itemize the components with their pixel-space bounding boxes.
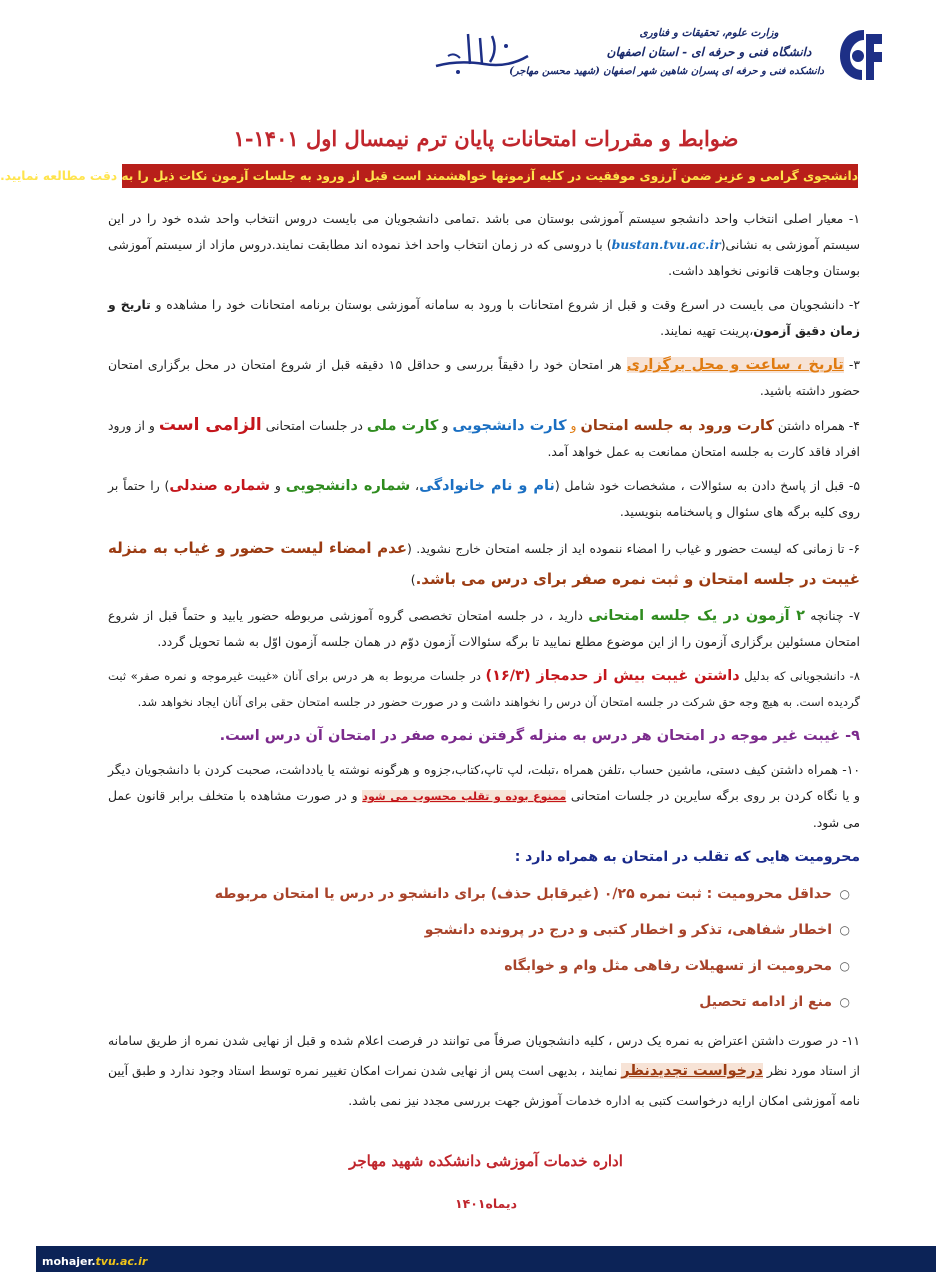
rule-11: ۱۱- در صورت داشتن اعتراض به نمره یک درس ، کلیه دانشجویان صرفاً می توانند در فرصت اعلام شده و قبل از نهایی شدن نمره از طریق سامانه از استاد مورد نظر درخواست تجدیدنظر نمایند ، بدیهی است پس از نهایی شدن نمرات امکان تغییر نمره توسط استاد وجود ندارد و طبق آیین نامه آموزشی امکان ارایه درخواست کتبی به اداره خدمات آموزش جهت بررسی مجدد نیز نمی باشد. [108,1033,860,1108]
rule-5: ۵- قبل از پاسخ دادن به سئوالات ، مشخصات خود شامل (نام و نام خانوادگی، شماره دانشجویی و شماره صندلی) را حتماً بر روی کلیه برگه های سئوال و پاسخنامه بنویسید. [108,478,860,519]
university-name: دانشگاه فنی و حرفه ای - استان اصفهان [606,45,812,59]
list-item: ○ اخطار شفاهی، تذکر و اخطار کتبی و درج در پرونده دانشجو [108,912,860,948]
rule-3: ۳- تاریخ ، ساعت و محل برگزاری هر امتحان خود را دقیقاً بررسی و حداقل ۱۵ دقیقه قبل از شروع امتحان در محل برگزاری امتحان حضور داشته باشید. [108,357,861,398]
rule-10: ۱۰- همراه داشتن کیف دستی، ماشین حساب ،تلفن همراه ،تبلت، لپ تاپ،کتاب،جزوه و هرگونه نوشته یا یادداشت، صحبت کردن با دانشجویان دیگر و یا نگاه کردن بر روی برگه سایرین در جلسات امتحانی ممنوع بوده و تقلب محسوب می شود و در صورت مشاهده با متخلف برابر قانون عمل می شود. [108,762,860,830]
bustan-link[interactable]: bustan.tvu.ac.ir [611,237,721,252]
rule-8: ۸- دانشجویانی که بدلیل داشتن غیبت بیش از حدمجاز (۱۶/۳) در جلسات مربوط به هر درس برای آنان «غیبت غیرموجه و نمره صفر» ثبت گردیده است. به هیچ وجه حق شرکت در جلسه امتحان آن درس را نخواهند داشت و در صورت حضور در جلسه امتحان حقی برای آنان ایجاد نخواهد شد. [108,668,860,709]
penalties-title: محرومیت هایی که تقلب در امتحان به همراه دارد : [514,849,860,865]
issue-date: دیماه۱۴۰۱ [454,1196,518,1211]
rule-7: ۷- چنانچه ۲ آزمون در یک جلسه امتحانی دارید ، در جلسه امتحان تخصصی گروه آموزشی مربوطه حضور یابید و حتماً قبل از شروع امتحان مسئولین برگزاری آزمون را از این موضوع مطلع نمایید تا برگه سئوالات آزمون دوّم در همان جلسه آزمون اوّل به شما تحویل گردد. [108,608,860,649]
basmala-calligraphy [428,26,538,80]
circle-bullet-icon: ○ [839,923,850,937]
rule-6: ۶- تا زمانی که لیست حضور و غیاب را امضاء ننموده اید از جلسه امتحان خارج نشوید. (عدم امضاء لیست حضور و غیاب به منزله غیبت در جلسه امتحان و ثبت نمره صفر برای درس می باشد.) [108,539,860,588]
university-logo-icon [834,26,888,86]
ministry-name: وزارت علوم، تحقیقات و فناوری [639,27,779,39]
list-item: ○ محرومیت از تسهیلات رفاهی مثل وام و خوابگاه [108,948,860,984]
issuing-office: اداره خدمات آموزشی دانشکده شهید مهاجر [349,1152,623,1170]
list-item: ○ حداقل محرومیت : ثبت نمره ۰/۲۵ (غیرقابل حذف) برای دانشجو در درس یا امتحان مربوطه [108,876,860,912]
website-link[interactable]: mohajer.tvu.ac.ir [42,1255,148,1268]
rule-2: ۲- دانشجویان می بایست در اسرع وقت و قبل از شروع امتحانات با ورود به سامانه آموزشی بوستان برنامه امتحانات خود را مشاهده و تاریخ و زمان دقیق آزمون،پرینت تهیه نمایند. [108,297,860,338]
rule-9: ۹- غیبت غیر موجه در امتحان هر درس به منزله گرفتن نمره صفر در امتحان آن درس است. [219,728,860,744]
circle-bullet-icon: ○ [839,959,850,973]
page-title: ضوابط و مقررات امتحانات پایان ترم نیمسال اول ۱۴۰۱-۱ [233,126,739,151]
circle-bullet-icon: ○ [839,887,850,901]
rule-4: ۴- همراه داشتن کارت ورود به جلسه امتحان و کارت دانشجویی و کارت ملی در جلسات امتحانی الزامی است و از ورود افراد فاقد کارت به جلسه امتحان ممانعت به عمل خواهد آمد. [108,415,860,459]
letterhead [36,20,936,110]
circle-bullet-icon: ○ [839,995,850,1009]
rule-1: ۱- معیار اصلی انتخاب واحد دانشجو سیستم آموزشی بوستان می باشد .تمامی دانشجویان می بایست دروس انتخاب واحد شده خود را در این سیستم آموزشی به نشانی(bustan.tvu.ac.ir) با دروسی که در زمان انتخاب واحد اخذ نموده اند مطابقت نمایند.دروس مازاد از سیستم آموزشی بوستان وجاهت قانونی نخواهد داشت. [108,211,860,278]
list-item: ○ منع از ادامه تحصیل [108,984,860,1020]
notice-banner: دانشجوی گرامی و عزیز ضمن آرزوی موفقیت در کلیه آزمونها خواهشمند است قبل از ورود به جلسات آزمون نکات ذیل را به دقت مطالعه نمایید. [122,164,858,188]
rules-body [108,206,860,1124]
university-name-block [509,24,824,81]
bottom-bar [36,1246,936,1272]
penalties-list [108,876,860,1020]
college-name: دانشکده فنی و حرفه ای پسران شاهین شهر اصفهان (شهید محسن مهاجر) [509,66,824,77]
